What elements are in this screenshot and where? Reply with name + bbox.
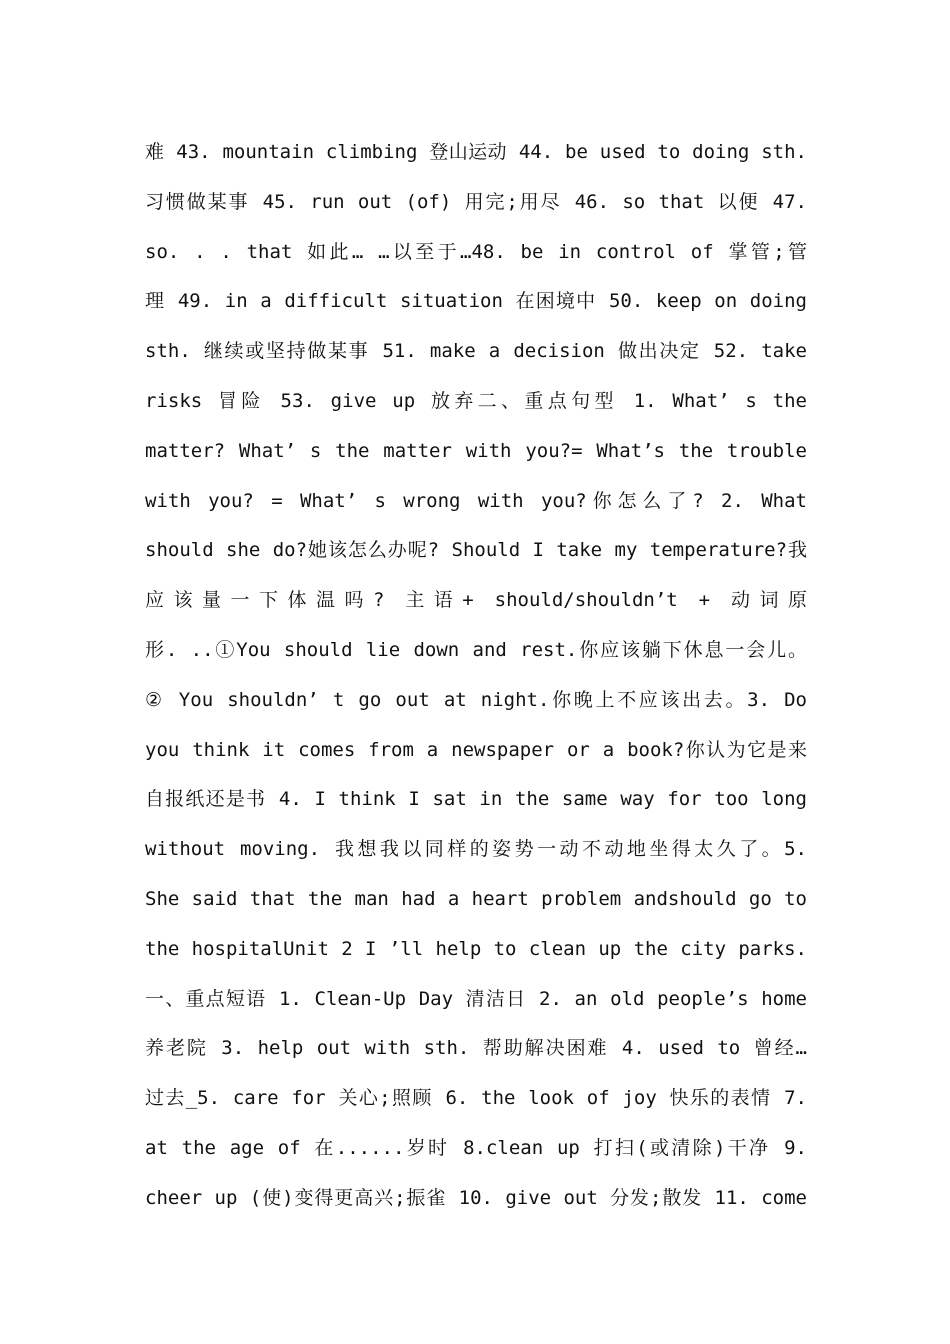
text-line: 应该量一下体温吗? 主语+ should/shouldn’t + 动词原 (145, 589, 807, 612)
text-line: ② You shouldn’ t go out at night.你晚上不应该出去。3. Do (145, 688, 807, 711)
text-line: 养老院 3. help out with sth. 帮助解决困难 4. used to 曾经… (145, 1037, 807, 1060)
text-line: 自报纸还是书 4. I think I sat in the same way for too long (145, 788, 807, 811)
text-line: 习惯做某事 45. run out (of) 用完;用尽 46. so that 以便 47. (145, 190, 807, 213)
text-line: 难 43. mountain climbing 登山运动 44. be used to doing sth. (145, 141, 807, 163)
text-line: 形. ..①You should lie down and rest.你应该躺下休息一会儿。 (145, 638, 807, 661)
text-line: 理 49. in a difficult situation 在困境中 50. keep on doing (145, 290, 807, 313)
text-line: at the age of 在......岁时 8.clean up 打扫(或清除)干净 9. (145, 1136, 807, 1159)
text-line: 过去_5. care for 关心;照顾 6. the look of joy 快乐的表情 7. (145, 1087, 807, 1110)
text-line: She said that the man had a heart problem andshould go to (145, 887, 807, 910)
text-line: so. . . that 如此… …以至于…48. be in control of 掌管;管 (145, 240, 807, 263)
text-line: sth. 继续或坚持做某事 51. make a decision 做出决定 52. take (145, 340, 807, 363)
text-line: without moving. 我想我以同样的姿势一动不动地坐得太久了。5. (145, 838, 807, 861)
text-line: you think it comes from a newspaper or a book?你认为它是来 (145, 738, 807, 761)
body-text (145, 128, 807, 1224)
text-line: cheer up (使)变得更高兴;振雀 10. give out 分发;散发 11. come (145, 1186, 807, 1209)
text-line: with you? = What’ s wrong with you?你怎么了? 2. What (145, 489, 807, 512)
text-line: risks 冒险 53. give up 放弃二、重点句型 1. What’ s the (145, 389, 807, 412)
text-line: matter? What’ s the matter with you?= What’s the trouble (145, 439, 807, 462)
text-line: the hospitalUnit 2 I ’ll help to clean up the city parks. (145, 937, 807, 960)
text-line: 一、重点短语 1. Clean-Up Day 清洁日 2. an old people’s home (145, 987, 807, 1010)
text-line: should she do?她该怎么办呢? Should I take my temperature?我 (145, 539, 807, 562)
